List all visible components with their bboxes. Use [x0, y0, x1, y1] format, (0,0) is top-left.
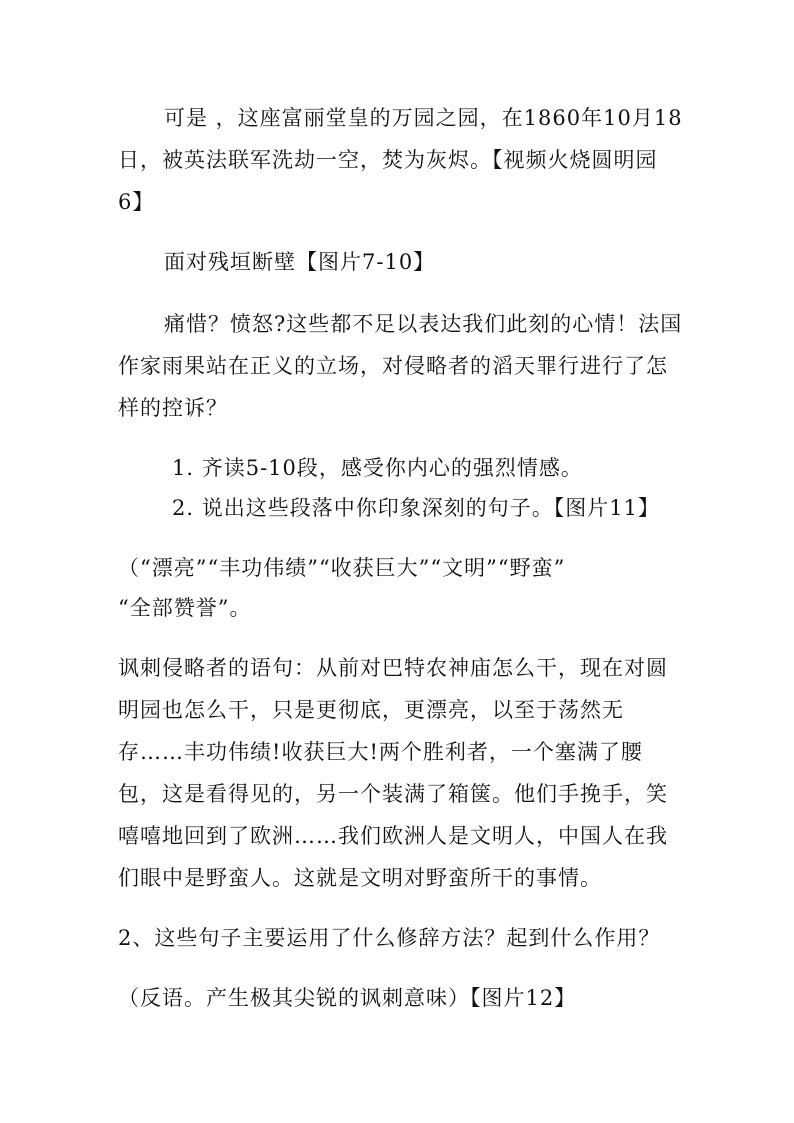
paragraph-5-line-6: 们眼中是野蛮人。这就是文明对野蛮所干的事情。	[118, 866, 602, 890]
paragraph-5-line-5: 嘻嘻地回到了欧洲……我们欧洲人是文明人，中国人在我	[118, 824, 668, 848]
paragraph-5-line-2: 明园也怎么干，只是更彻底，更漂亮，以至于荡然无	[118, 698, 624, 722]
list-item-2: 2. 说出这些段落中你印象深刻的句子。【图片11】	[172, 496, 660, 520]
paragraph-2-line-1: 面对残垣断壁【图片7-10】	[164, 250, 436, 274]
paragraph-5-line-4: 包，这是看得见的，另一个装满了箱箧。他们手挽手，笑	[118, 782, 668, 806]
paragraph-3-line-3: 样的控诉？	[118, 396, 228, 420]
paragraph-4-line-1: （“漂亮”“丰功伟绩”“收获巨大”“文明”“野蛮”	[118, 556, 566, 580]
paragraph-5-line-3: 存……丰功伟绩!收获巨大!两个胜利者，一个塞满了腰	[118, 740, 643, 764]
paragraph-6-line-1: 2、这些句子主要运用了什么修辞方法？起到什么作用？	[118, 926, 661, 950]
paragraph-4-line-2: “全部赞誉”。	[118, 596, 252, 620]
list-item-1: 1. 齐读5-10段，感受你内心的强烈情感。	[172, 456, 583, 480]
paragraph-3-line-2: 作家雨果站在正义的立场，对侵略者的滔天罪行进行了怎	[118, 354, 668, 378]
paragraph-1-line-1: 可是 ，这座富丽堂皇的万园之园，在1860年10月18	[164, 106, 683, 130]
paragraph-1-line-2: 日，被英法联军洗劫一空，焚为灰烬。【视频火烧圆明园	[118, 148, 658, 172]
paragraph-5-line-1: 讽刺侵略者的语句：从前对巴特农神庙怎么干，现在对圆	[118, 656, 668, 680]
paragraph-1-line-3: 6】	[118, 190, 155, 214]
paragraph-7-line-1: （反语。产生极其尖锐的讽刺意味）【图片12】	[118, 986, 577, 1010]
paragraph-3-line-1: 痛惜？愤怒?这些都不足以表达我们此刻的心情！法国	[164, 312, 683, 336]
